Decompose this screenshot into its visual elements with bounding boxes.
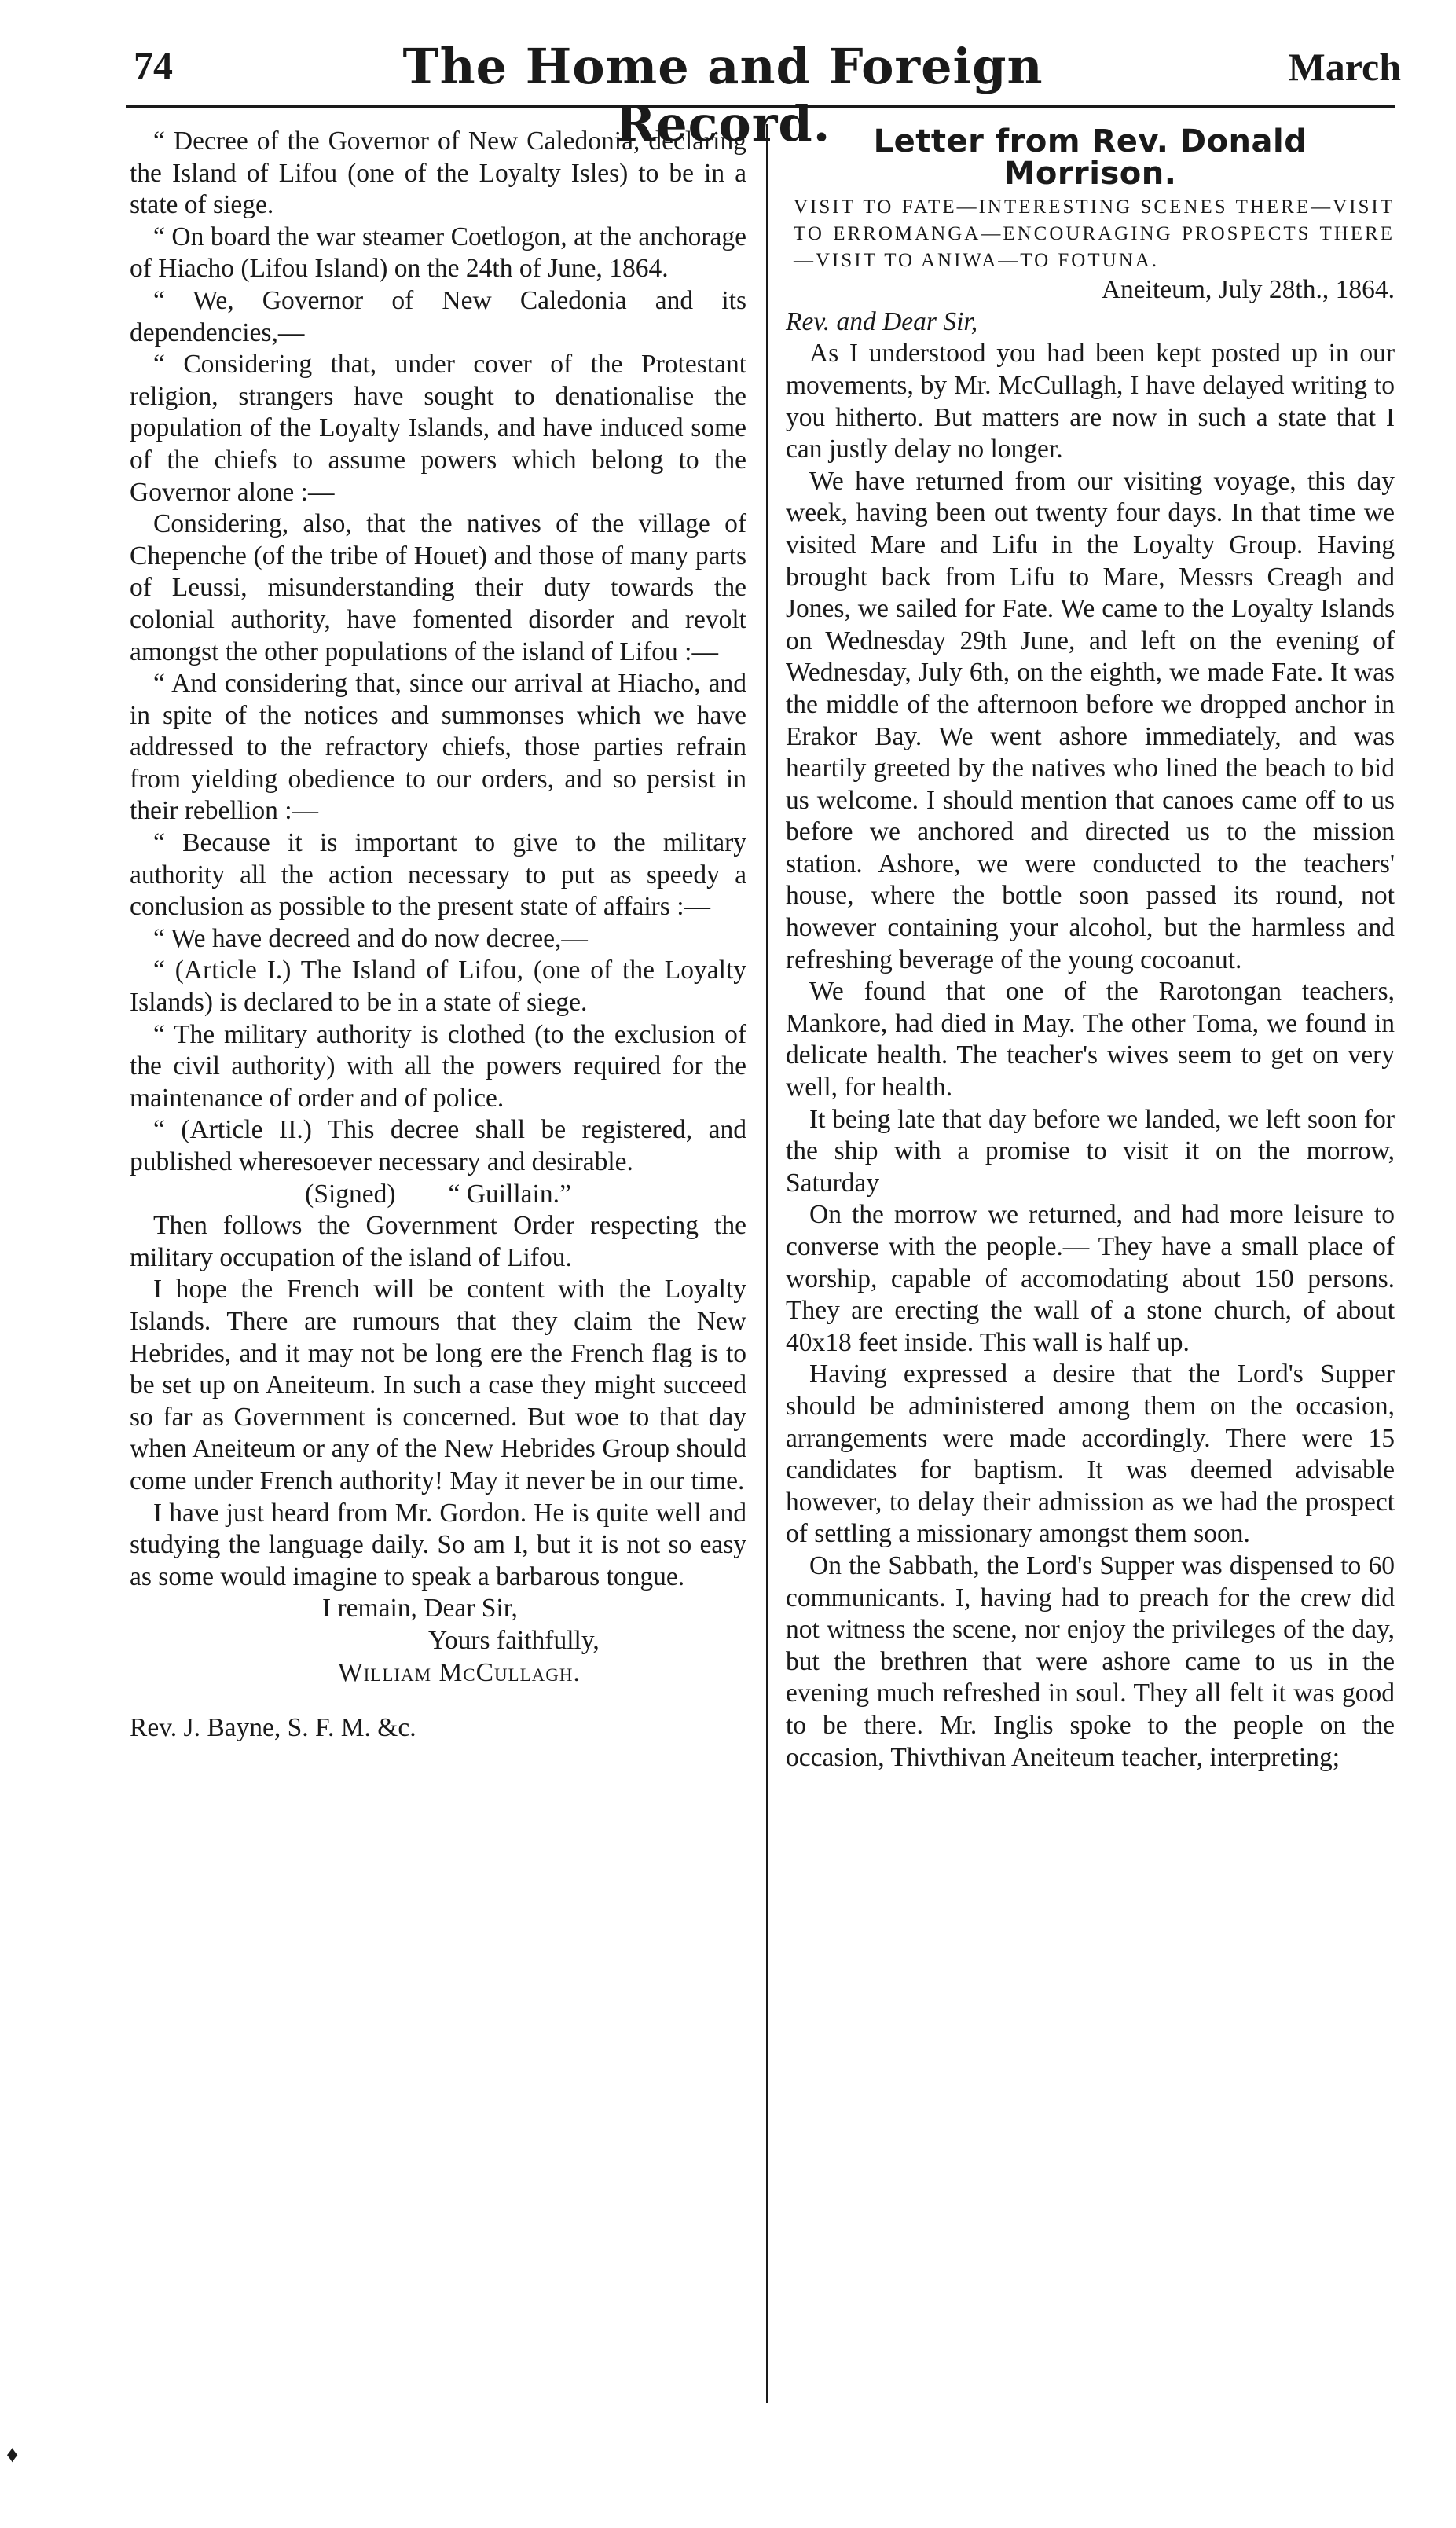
- letter-paragraph: It being late that day before we landed, we left soon for the ship with a promise to visit it on the morrow, Saturday: [786, 1104, 1395, 1198]
- letter-paragraph: On the morrow we returned, and had more leisure to converse with the people.— They have a small place of worship, capable of accomodating about 150 persons. They are erecting the wall of a stone church, of about 40x18 feet inside. This wall is half up.: [786, 1200, 1395, 1357]
- decree-signature: (Signed) “ Guillain.”: [305, 1179, 571, 1209]
- decree-paragraph: “ We, Governor of New Caledonia and its dependencies,—: [130, 285, 746, 347]
- decree-paragraph: “ (Article II.) This decree shall be registered, and published wheresoever necessary and desirable.: [130, 1115, 746, 1176]
- letter-paragraph: We have returned from our visiting voyage, this day week, having been out twenty four days. In that time we visited Mare and Lifu in the Loyalty Group. Having brought back from Lifu to Mare, Messrs Creagh and Jones, we sailed for Fate. We came to the Loyalty Islands on Wednesday 29th June, and left on the evening of Wednesday, July 6th, on the eighth, we made Fate. It was the middle of the afternoon before we dropped anchor in Erakor Bay. We went ashore immediately, and was heartily greeted by the natives who lined the beach to bid us welcome. I should mention that canoes came off to us before we anchored and directed us to the mission station. Ashore, we were conducted to the teachers' house, where the bottle soon passed its round, not however containing your alcohol, but the harmless and refreshing beverage of the young cocoanut.: [786, 466, 1395, 974]
- body-paragraph: I have just heard from Mr. Gordon. He is quite well and studying the language daily. So am I, but it is not so easy as some would imagine to speak a barbarous tongue.: [130, 1498, 746, 1591]
- decree-paragraph: “ And considering that, since our arrival at Hiacho, and in spite of the notices and summonses which we have addressed to the refractory chiefs, those parties refrain from yielding obedience to our orders, and so persist in their rebellion :—: [130, 669, 746, 826]
- decree-paragraph: “ Because it is important to give to the military authority all the action necessary to put as speedy a conclusion as possible to the present state of affairs :—: [130, 828, 746, 922]
- closing-line: I remain, Dear Sir,: [322, 1594, 518, 1624]
- column-divider: [766, 124, 768, 2403]
- decree-paragraph: “ On board the war steamer Coetlogon, at the anchorage of Hiacho (Lifou Island) on the 24th of June, 1864.: [130, 222, 746, 284]
- decree-paragraph: “ We have decreed and do now decree,—: [153, 923, 588, 953]
- letter-paragraph: We found that one of the Rarotongan teachers, Mankore, had died in May. The other Toma, we found in delicate health. The teacher's wives seem to get on very well, for health.: [786, 977, 1395, 1103]
- letter-salutation: Rev. and Dear Sir,: [786, 306, 978, 336]
- decree-paragraph: “ Considering that, under cover of the Protestant religion, strangers have sought to denationalise the population of the Loyalty Islands, and have induced some of the chiefs to assume powers which belong to the Governor alone :—: [130, 350, 746, 507]
- decree-paragraph: “ Decree of the Governor of New Caledonia, declaring the Island of Lifou (one of the Loyalty Isles) to be in a state of siege.: [130, 127, 746, 220]
- page-header: [0, 0, 1456, 152]
- letter-subheading: VISIT TO FATE—INTERESTING SCENES THERE—VISIT TO ERROMANGA—ENCOURAGING PROSPECTS THERE—VISIT TO ANIWA—TO FOTUNA.: [794, 196, 1395, 272]
- signatory-name: William McCullagh.: [338, 1657, 581, 1687]
- addressee: Rev. J. Bayne, S. F. M. &c.: [130, 1713, 416, 1743]
- letter-dateline: Aneiteum, July 28th., 1864.: [1101, 275, 1395, 305]
- body-paragraph: I hope the French will be content with the Loyalty Islands. There are rumours that they claim the New Hebrides, and it may not be long ere the French flag is to be set up on Aneiteum. In such a case they might succeed so far as Government is concerned. But woe to that day when Aneiteum or any of the New Hebrides Group should come under French authority! May it never be in our time.: [130, 1275, 746, 1495]
- body-paragraph: Then follows the Government Order respecting the military occupation of the island of Lifou.: [130, 1211, 746, 1272]
- header-rule: [126, 105, 1395, 108]
- letter-paragraph: As I understood you had been kept posted up in our movements, by Mr. McCullagh, I have delayed writing to you hitherto. But matters are now in such a state that I can justly delay no longer.: [786, 339, 1395, 464]
- journal-title: The Home and Foreign Record.: [402, 38, 1043, 152]
- decree-paragraph: “ The military authority is clothed (to the exclusion of the civil authority) with all the powers required for the maintenance of order and of police.: [130, 1019, 746, 1113]
- letter-paragraph: On the Sabbath, the Lord's Supper was dispensed to 60 communicants. I, having had to preach for the crew did not witness the scene, nor enjoy the privileges of the day, but the brethren that were ashore came to us in the evening much refreshed in soul. They all felt it was good to be there. Mr. Inglis spoke to the people on the occasion, Thivthivan Aneiteum teacher, interpreting;: [786, 1550, 1395, 1772]
- footer-mark: ♦: [6, 2442, 19, 2467]
- left-column: [130, 126, 746, 1745]
- right-column: [786, 123, 1395, 1774]
- decree-paragraph: “ (Article I.) The Island of Lifou, (one of the Loyalty Islands) is declared to be in a state of siege.: [130, 956, 746, 1018]
- issue-month: March: [1288, 45, 1401, 89]
- page-number: 74: [134, 43, 173, 87]
- letter-paragraph: Having expressed a desire that the Lord's Supper should be administered among them on the occasion, arrangements were made accordingly. There were 15 candidates for baptism. It was deemed advisable however, to delay their admission as we had the prospect of settling a missionary amongst them soon.: [786, 1359, 1395, 1549]
- closing-line: Yours faithfully,: [428, 1625, 600, 1655]
- decree-paragraph: Considering, also, that the natives of the village of Chepenche (of the tribe of Houet) and those of many parts of Leussi, misunderstanding their duty towards the colonial authority, have fomented disorder and revolt amongst the other populations of the island of Lifou :—: [130, 509, 746, 666]
- letter-title: Letter from Rev. Donald Morrison.: [873, 123, 1307, 192]
